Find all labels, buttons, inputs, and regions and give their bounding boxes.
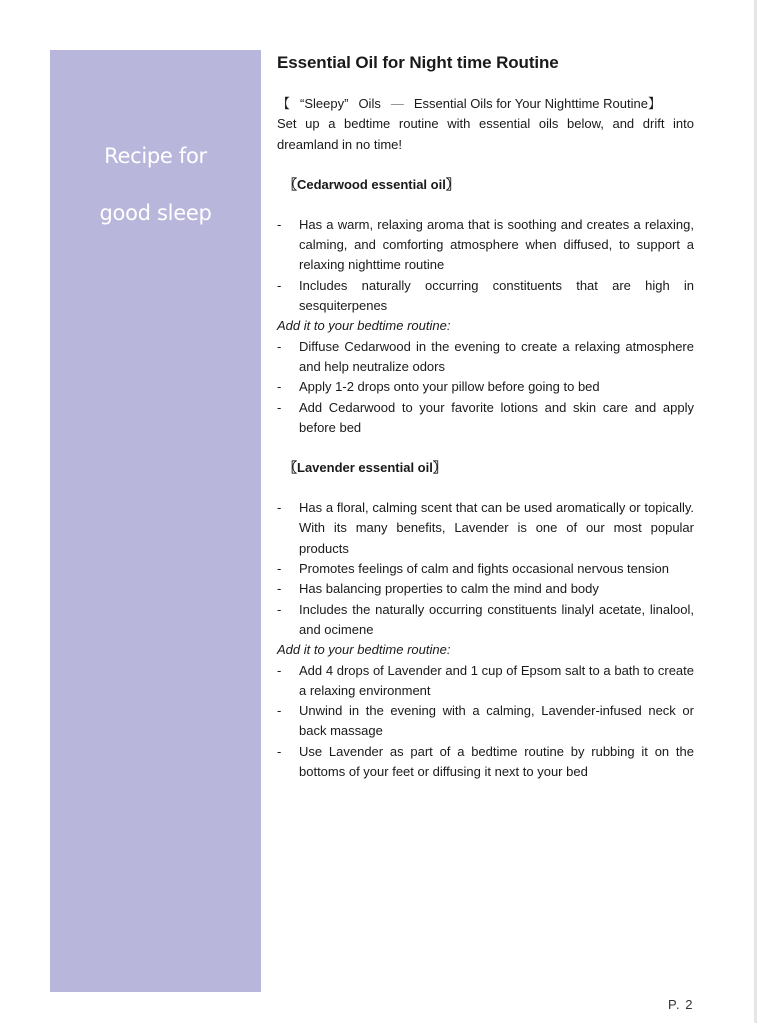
dash-icon: - xyxy=(277,662,282,678)
routine-label-lavender: Add it to your bedtime routine: xyxy=(277,642,451,658)
intro-bracket-open: 【 xyxy=(277,96,291,111)
page-title: Essential Oil for Night time Routine xyxy=(277,53,559,72)
routine-label-cedarwood: Add it to your bedtime routine: xyxy=(277,318,451,334)
dash-icon: - xyxy=(277,399,282,415)
section-heading-lavender: 〖Lavender essential oil〗 xyxy=(284,460,446,476)
intro-subtitle: Essential Oils for Your Nighttime Routine】 xyxy=(413,96,661,111)
dash-icon: - xyxy=(277,338,282,354)
list-item: - Use Lavender as part of a bedtime routine by rubbing it on the bottoms of your feet or diffusing it next to your bed xyxy=(277,743,694,780)
sidebar-title-line1: Recipe for xyxy=(104,144,207,168)
dash-icon: - xyxy=(277,500,282,516)
dash-icon: - xyxy=(277,601,282,617)
list-item: - Add 4 drops of Lavender and 1 cup of Epsom salt to a bath to create a relaxing environment xyxy=(277,662,694,698)
dash-icon: - xyxy=(277,561,282,577)
sidebar-title-line2: good sleep xyxy=(99,201,212,225)
list-item: - Add Cedarwood to your favorite lotions and skin care and apply before bed xyxy=(277,399,694,435)
cedarwood-routine xyxy=(277,337,694,438)
list-item: - Has balancing properties to calm the mind and body xyxy=(277,579,694,599)
lavender-bullets xyxy=(277,498,694,640)
list-item: - Promotes feelings of calm and fights occasional nervous tension xyxy=(277,559,694,579)
dash-icon: - xyxy=(277,743,282,759)
dash-icon: - xyxy=(277,379,282,395)
lavender-routine xyxy=(277,661,694,783)
main-content xyxy=(277,52,694,782)
dash-icon: - xyxy=(277,703,282,719)
cedarwood-bullets xyxy=(277,215,694,316)
list-item: - Unwind in the evening with a calming, Lavender-infused neck or back massage xyxy=(277,703,694,739)
dash-icon: - xyxy=(277,581,282,597)
list-item: - Apply 1-2 drops onto your pillow before going to bed xyxy=(277,377,694,397)
list-item: - Diffuse Cedarwood in the evening to create a relaxing atmosphere and help neutralize odors xyxy=(277,338,694,374)
list-item: - Includes naturally occurring constituents that are high in sesquiterpenes xyxy=(277,277,694,314)
list-item: - Includes the naturally occurring constituents linalyl acetate, linalool, and ocimene xyxy=(277,601,694,637)
sidebar-panel xyxy=(50,50,261,992)
list-item: - Has a floral, calming scent that can be used aromatically or topically. With its many benefits, Lavender is one of our most popular products xyxy=(277,500,694,556)
section-heading-cedarwood: 〖Cedarwood essential oil〗 xyxy=(284,176,459,192)
intro-text: Set up a bedtime routine with essential oils below, and drift into dreamland in no time! xyxy=(277,116,694,152)
dash-icon: - xyxy=(277,277,282,293)
page-number: P. 2 xyxy=(668,997,694,1012)
dash-icon: - xyxy=(277,216,282,232)
intro-heading xyxy=(277,94,694,114)
intro-oils: Oils xyxy=(358,96,381,111)
intro-quote: “Sleepy” xyxy=(300,96,349,111)
intro-dash: — xyxy=(390,96,404,111)
list-item: - Has a warm, relaxing aroma that is soothing and creates a relaxing, calming, and comforting atmosphere when diffused, to support a relaxing nighttime routine xyxy=(277,216,694,273)
